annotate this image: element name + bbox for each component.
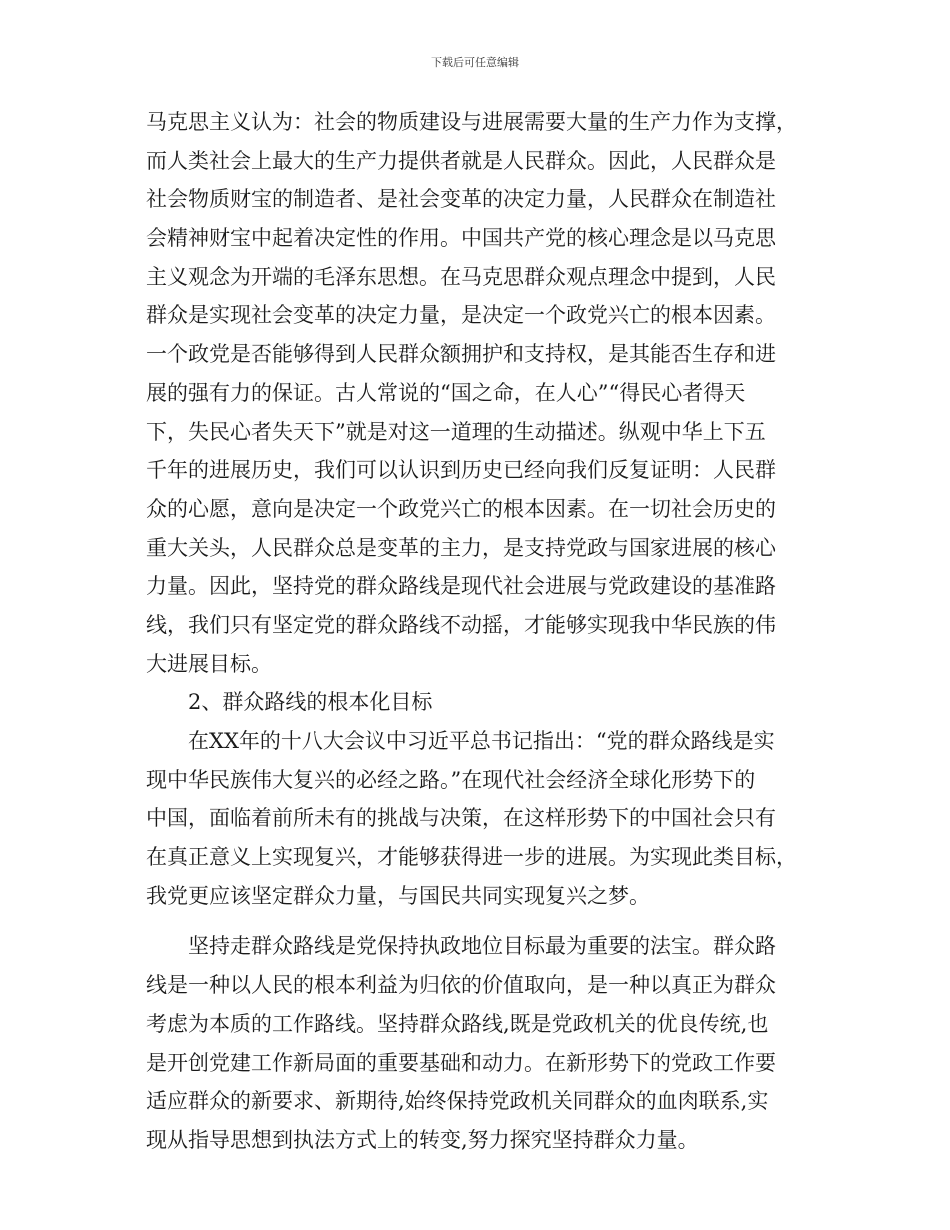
text-line: 在XX年的十八大会议中习近平总书记指出：“党的群众路线是实 [188,729,775,753]
text-line: 线是一种以人民的根本利益为归依的价值取向，是一种以真正为群众 [146,973,776,998]
text-line: 众的心愿，意向是决定一个政党兴亡的根本因素。在一切社会历史的 [146,496,776,521]
text-line: 社会物质财宝的制造者、是社会变革的决定力量，人民群众在制造社 [146,187,776,212]
text-line: 千年的进展历史，我们可以认识到历史已经向我们反复证明：人民群 [146,458,776,483]
paragraph-gap [146,915,806,927]
paragraph [146,722,806,915]
text-line: 马克思主义认为：社会的物质建设与进展需要大量的生产力作为支撑， [146,110,797,134]
text-line: 主义观念为开端的毛泽东思想。在马克思群众观点理念中提到，人民 [146,264,776,289]
section-heading [146,683,806,722]
text-line: 重大关头，人民群众总是变革的主力，是支持党政与国家进展的核心 [146,535,776,560]
text-line: 现中华民族伟大复兴的必经之路。”在现代社会经济全球化形势下的 [146,767,756,792]
text-line: 我党更应该坚定群众力量，与国民共同实现复兴之梦。 [146,883,650,908]
text-line: 一个政党是否能够得到人民群众额拥护和支持权，是其能否生存和进 [146,342,776,367]
heading-line: 2、群众路线的根本化目标 [188,690,433,715]
text-line: 中国，面临着前所未有的挑战与决策，在这样形势下的中国社会只有 [146,806,776,831]
text-line: 现从指导思想到执法方式上的转变,努力探究坚持群众力量。 [146,1127,699,1152]
document-body [146,103,806,1160]
text-line: 考虑为本质的工作路线。坚持群众路线,既是党政机关的优良传统,也 [146,1011,769,1036]
text-line: 会精神财宝中起着决定性的作用。中国共产党的核心理念是以马克思 [146,226,776,251]
text-line: 适应群众的新要求、新期待,始终保持党政机关同群众的血肉联系,实 [146,1089,769,1114]
text-line: 下，失民心者失天下”就是对这一道理的生动描述。纵观中华上下五 [146,419,766,444]
text-line: 是开创党建工作新局面的重要基础和动力。在新形势下的党政工作要 [146,1050,776,1075]
text-line: 力量。因此，坚持党的群众路线是现代社会进展与党政建设的基准路 [146,574,776,599]
paragraph [146,103,806,683]
page-header: 下载后可任意编辑 [431,56,519,69]
text-line: 线，我们只有坚定党的群众路线不动摇，才能够实现我中华民族的伟 [146,612,776,637]
text-line: 而人类社会上最大的生产力提供者就是人民群众。因此，人民群众是 [146,148,776,173]
text-line: 在真正意义上实现复兴，才能够获得进一步的进展。为实现此类目标， [146,845,797,870]
text-line: 群众是实现社会变革的决定力量，是决定一个政党兴亡的根本因素。 [146,303,776,328]
text-line: 大进展目标。 [146,651,272,676]
paragraph [146,927,806,1159]
text-line: 坚持走群众路线是党保持执政地位目标最为重要的法宝。群众路 [188,934,776,959]
text-line: 展的强有力的保证。古人常说的“国之命，在人心”“得民心者得天 [146,380,746,405]
